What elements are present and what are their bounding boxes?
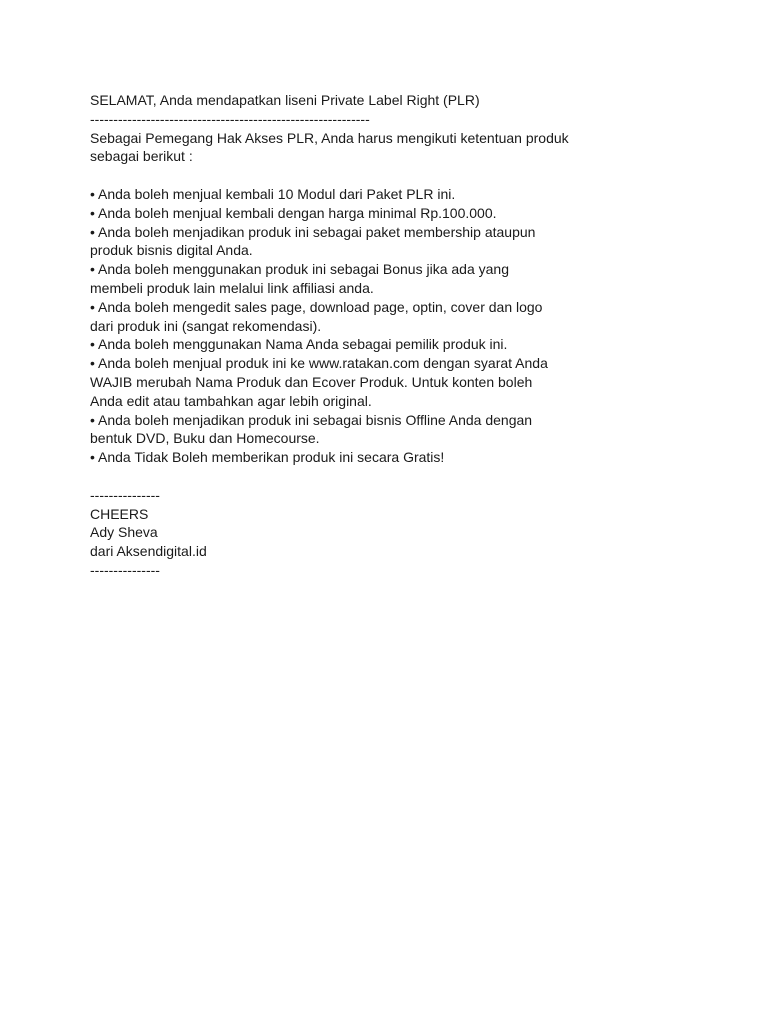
rule-line: membeli produk lain melalui link affiliasi anda.: [90, 279, 374, 296]
signature-greeting: CHEERS: [90, 505, 149, 522]
rule-line: • Anda boleh menggunakan Nama Anda sebagai pemilik produk ini.: [90, 336, 508, 353]
signature-origin: dari Aksendigital.id: [90, 543, 207, 560]
rule-line: WAJIB merubah Nama Produk dan Ecover Produk. Untuk konten boleh: [90, 373, 533, 390]
rule-line: • Anda boleh menjadikan produk ini sebagai paket membership ataupun: [90, 223, 536, 240]
rule-line: Anda edit atau tambahkan agar lebih original.: [90, 392, 372, 409]
rule-line: dari produk ini (sangat rekomendasi).: [90, 317, 322, 334]
blank-line: [90, 467, 610, 486]
rule-line: • Anda Tidak Boleh memberikan produk ini secara Gratis!: [90, 449, 445, 466]
rule-line: • Anda boleh menjual kembali 10 Modul dari Paket PLR ini.: [90, 185, 456, 202]
rule-line: • Anda boleh menggunakan produk ini sebagai Bonus jika ada yang: [90, 261, 509, 278]
rule-line: bentuk DVD, Buku dan Homecourse.: [90, 430, 320, 447]
signature-divider-top: ---------------: [90, 486, 160, 503]
intro-line: sebagai berikut :: [90, 148, 193, 165]
rule-line: • Anda boleh menjadikan produk ini sebagai bisnis Offline Anda dengan: [90, 411, 533, 428]
signature-block: [90, 486, 610, 580]
rule-line: • Anda boleh menjual produk ini ke www.ratakan.com dengan syarat Anda: [90, 355, 548, 372]
document-page: [90, 91, 610, 580]
rules-list: [90, 185, 610, 467]
rule-line: • Anda boleh mengedit sales page, download page, optin, cover dan logo: [90, 298, 543, 315]
blank-line: [90, 166, 610, 185]
document-title: SELAMAT, Anda mendapatkan liseni Private Label Right (PLR): [90, 92, 480, 108]
intro-line: Sebagai Pemegang Hak Akses PLR, Anda harus mengikuti ketentuan produk: [90, 129, 569, 146]
signature-divider-bottom: ---------------: [90, 561, 160, 578]
rule-line: • Anda boleh menjual kembali dengan harga minimal Rp.100.000.: [90, 204, 497, 221]
title-divider: ------------------------------------------------------------: [90, 110, 370, 127]
rule-line: produk bisnis digital Anda.: [90, 242, 253, 259]
signature-name: Ady Sheva: [90, 524, 158, 541]
